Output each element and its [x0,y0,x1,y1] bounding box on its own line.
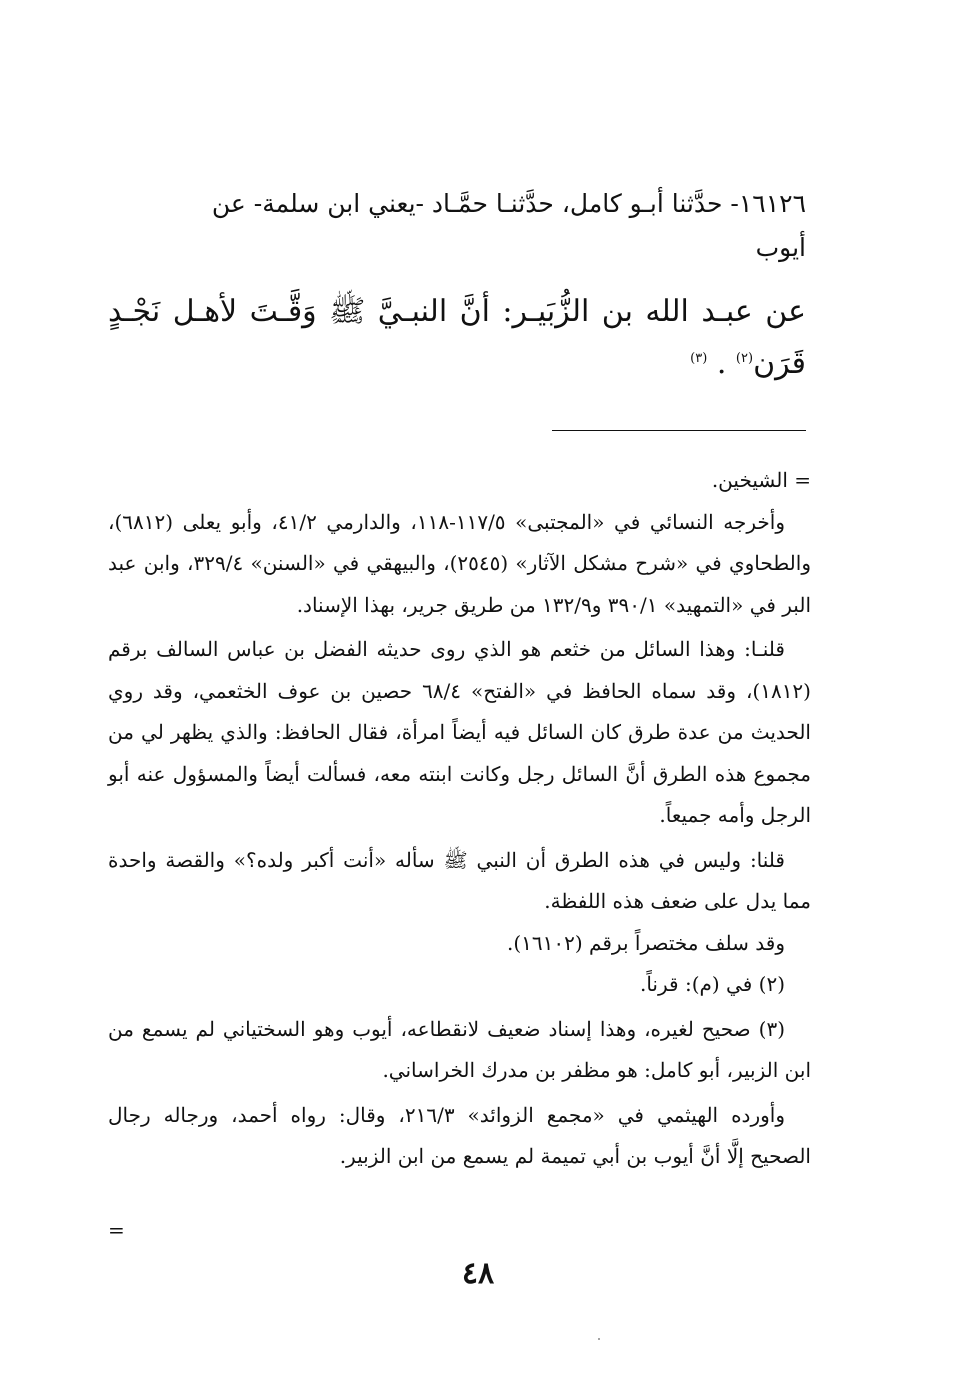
continuation-mark: = [108,1218,125,1242]
footnote-paragraph: وقد سلف مختصراً برقم (١٦١٠٢). [507,930,785,955]
hadith-matn [108,286,806,390]
scan-speck [598,1338,600,1340]
footnotes [108,460,811,1178]
hadith-text [108,182,806,390]
footnote-paragraph: قلنـا: وهذا السائل من خثعم هو الذي روى حديثه الفضل بن عباس السالف برقم (١٨١٢)، وقد سماه الحافظ في «الفتح» ٦٨/٤ حصين بن عوف الخثعمي، وقد روي الحديث من عدة طرق كان السائل فيه أيضاً امرأة، فقال الحافظ: والذي يظهر لي من مجموع هذه الطرق أنَّ السائل رجل وكانت ابنته معه، فسألت أيضاً والمسؤول عنه أبو الرجل وأمه جميعاً. [108,637,811,827]
footnote-paragraph: وأخرجه النسائي في «المجتبى» ١١٧/٥-١١٨، والدارمي ٤١/٢، وأبو يعلى (٦٨١٢)، والطحاوي في «شرح مشكل الآثار» (٢٥٤٥)، والبيهقي في «السنن» ٣٢٩/٤، وابن عبد البر في «التمهيد» ٣٩٠/١ و١٣٢/٩ من طريق جرير، بهذا الإسناد. [108,509,811,617]
footnote-paragraph: قلنا: وليس في هذه الطرق أن النبي ﷺ سأله «أنت أكبر ولده؟» والقصة واحدة مما يدل على ضعف هذه اللفظة. [108,847,811,913]
footnote-separator [552,430,806,431]
hadith-matn-text: عن عبـد الله بن الزُّبَيـر: أنَّ النبـيَّ ﷺ وَقَّـتَ لأهـل نَجْـدٍ قَرَن [108,294,806,381]
hadith-isnad-line: ١٦١٢٦- حدَّثنا أبـو كامل، حدَّثنـا حمَّـاد -يعني ابن سلمة- عن [211,189,806,218]
footnote-continuation: = الشيخين. [711,468,811,492]
hadith-isnad-line-2: أيوب [755,233,806,262]
footnote-paragraph: وأورده الهيثمي في «مجمع الزوائد» ٢١٦/٣، وقال: رواه أحمد، ورجاله رجال الصحيح إلَّا أنَّ أيوب بن أبي تميمة لم يسمع من ابن الزبير. [108,1102,811,1168]
hadith-matn-end: . [716,346,727,381]
footnote-ref-3[interactable]: (٣) [690,351,708,366]
footnote-3: (٣) صحيح لغيره، وهذا إسناد ضعيف لانقطاعه، أيوب وهو السختياني لم يسمع من ابن الزبير، أبو كامل: هو مظفر بن مدرك الخراساني. [108,1016,811,1082]
footnote-ref-2[interactable]: (٢) [735,351,754,366]
footnote-2: (٢) في (م): قرناً. [639,972,785,996]
page-number: ٤٨ [461,1256,495,1291]
